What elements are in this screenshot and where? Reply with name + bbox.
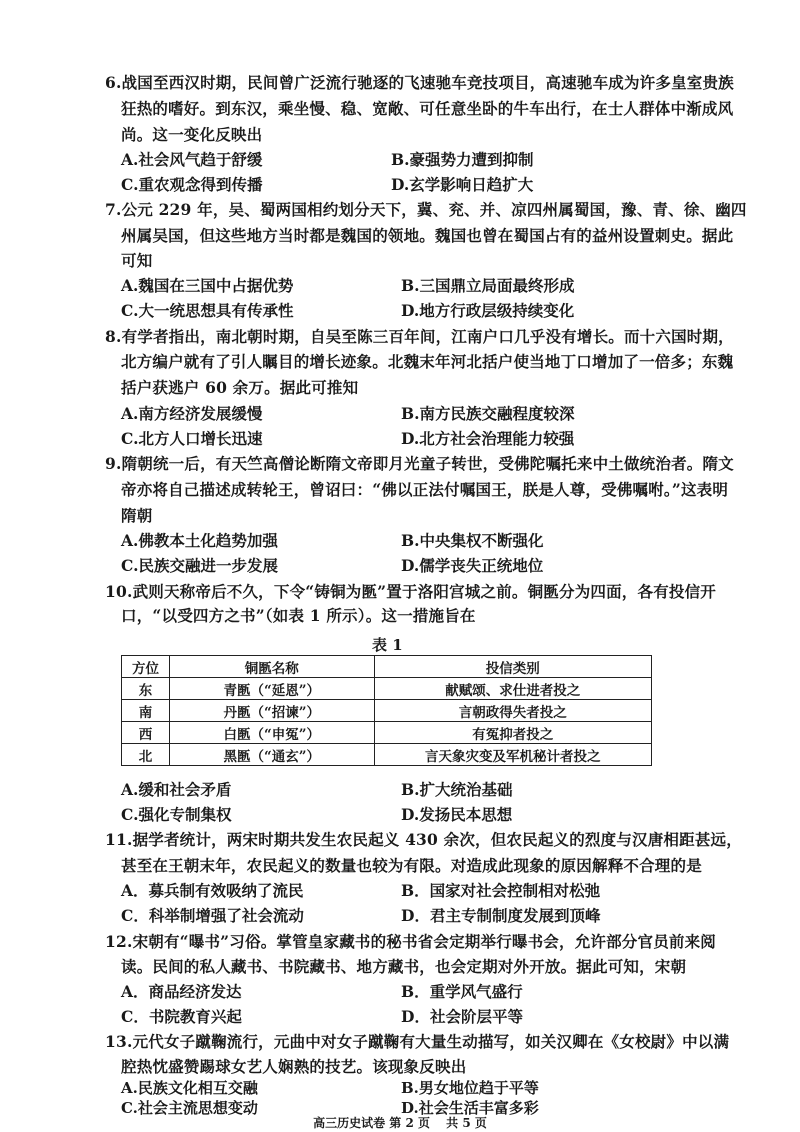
q11-line-2: 甚至在王朝末年，农民起义的数量也较为有限。对造成此现象的原因解释不合理的是 bbox=[121, 856, 702, 875]
q9-option-a[interactable]: A.佛教本土化趋势加强 bbox=[121, 531, 278, 550]
table-cell: 有冤抑者投之 bbox=[374, 722, 651, 744]
table-header: 方位 bbox=[122, 656, 170, 678]
table-header: 投信类别 bbox=[374, 656, 651, 678]
q13-option-d[interactable]: D.社会生活丰富多彩 bbox=[401, 1099, 539, 1117]
table-cell: 黑匦（“通玄”） bbox=[169, 744, 374, 766]
q11-option-a[interactable]: A．募兵制有效吸纳了流民 bbox=[121, 881, 304, 900]
q8-line-1: 8.有学者指出，南北朝时期，自吴至陈三百年间，江南户口几乎没有增长。而十六国时期， bbox=[105, 327, 734, 346]
table-row bbox=[122, 678, 652, 700]
q10-line-1: 10.武则天称帝后不久，下令“铸铜为匦”置于洛阳宫城之前。铜匦分为四面，各有投信开 bbox=[105, 582, 716, 601]
q10-table bbox=[121, 655, 652, 766]
q10-option-b[interactable]: B.扩大统治基础 bbox=[401, 780, 513, 799]
table-cell: 言朝政得失者投之 bbox=[374, 700, 651, 722]
q13-line-2: 腔热忱盛赞踢球女艺人娴熟的技艺。该现象反映出 bbox=[121, 1057, 467, 1076]
q8-option-c[interactable]: C.北方人口增长迅速 bbox=[121, 429, 263, 448]
table-header-row bbox=[122, 656, 652, 678]
q8-line-2: 北方编户就有了引人瞩目的增长迹象。北魏末年河北括户使当地丁口增加了一倍多；东魏 bbox=[121, 352, 734, 371]
q10-line-2: 口，“以受四方之书”（如表 1 所示）。这一措施旨在 bbox=[121, 606, 476, 625]
q11-option-b[interactable]: B．国家对社会控制相对松弛 bbox=[401, 881, 601, 900]
q6-line-1: 6.战国至西汉时期，民间曾广泛流行驰逐的飞速驰车竞技项目，高速驰车成为许多皇室贵族 bbox=[105, 73, 734, 92]
q9-line-3: 隋朝 bbox=[121, 506, 153, 525]
q7-line-1: 7.公元 229 年，吴、蜀两国相约划分天下，冀、兖、并、凉四州属蜀国，豫、青、徐、幽四 bbox=[105, 200, 747, 219]
q9-option-d[interactable]: D.儒学丧失正统地位 bbox=[401, 556, 544, 575]
q7-line-2: 州属吴国，但这些地方当时都是魏国的领地。魏国也曾在蜀国占有的益州设置刺史。据此 bbox=[121, 226, 734, 245]
q13-option-a[interactable]: A.民族文化相互交融 bbox=[121, 1079, 258, 1097]
table-cell: 白匦（“申冤”） bbox=[169, 722, 374, 744]
q10-option-c[interactable]: C.强化专制集权 bbox=[121, 805, 232, 824]
table-title: 表 1 bbox=[372, 636, 403, 654]
q7-option-d[interactable]: D.地方行政层级持续变化 bbox=[401, 301, 575, 320]
page-footer: 高三历史试卷 第 2 页 共 5 页 bbox=[313, 1116, 487, 1130]
table-row bbox=[122, 700, 652, 722]
q11-option-c[interactable]: C．科举制增强了社会流动 bbox=[121, 906, 304, 925]
q7-option-b[interactable]: B.三国鼎立局面最终形成 bbox=[401, 276, 575, 295]
q12-option-d[interactable]: D．社会阶层平等 bbox=[401, 1007, 523, 1026]
q8-option-d[interactable]: D.北方社会治理能力较强 bbox=[401, 429, 575, 448]
q8-option-b[interactable]: B.南方民族交融程度较深 bbox=[401, 404, 575, 423]
q12-line-1: 12.宋朝有“曝书”习俗。掌管皇家藏书的秘书省会定期举行曝书会，允许部分官员前来阅 bbox=[105, 932, 716, 951]
table-cell: 青匦（“延恩”） bbox=[169, 678, 374, 700]
table-cell: 北 bbox=[122, 744, 170, 766]
q6-option-c[interactable]: C.重农观念得到传播 bbox=[121, 175, 263, 194]
table-cell: 东 bbox=[122, 678, 170, 700]
q7-option-c[interactable]: C.大一统思想具有传承性 bbox=[121, 301, 294, 320]
q9-option-b[interactable]: B.中央集权不断强化 bbox=[401, 531, 544, 550]
q6-option-d[interactable]: D.玄学影响日趋扩大 bbox=[391, 175, 534, 194]
table-header: 铜匦名称 bbox=[169, 656, 374, 678]
table-row bbox=[122, 744, 652, 766]
q12-option-b[interactable]: B．重学风气盛行 bbox=[401, 982, 523, 1001]
q6-option-a[interactable]: A.社会风气趋于舒缓 bbox=[121, 150, 263, 169]
table-cell: 献赋颂、求仕进者投之 bbox=[374, 678, 651, 700]
q9-option-c[interactable]: C.民族交融进一步发展 bbox=[121, 556, 278, 575]
q6-option-b[interactable]: B.豪强势力遭到抑制 bbox=[391, 150, 534, 169]
q11-line-1: 11.据学者统计，两宋时期共发生农民起义 430 余次，但农民起义的烈度与汉唐相距甚远， bbox=[105, 830, 742, 849]
q12-option-a[interactable]: A．商品经济发达 bbox=[121, 982, 242, 1001]
q10-option-a[interactable]: A.缓和社会矛盾 bbox=[121, 780, 232, 799]
q9-line-1: 9.隋朝统一后，有天竺高僧论断隋文帝即月光童子转世，受佛陀嘱托来中土做统治者。隋文 bbox=[105, 454, 734, 473]
table-cell: 南 bbox=[122, 700, 170, 722]
q13-option-c[interactable]: C.社会主流思想变动 bbox=[121, 1099, 258, 1117]
table-row bbox=[122, 722, 652, 744]
q12-line-2: 读。民间的私人藏书、书院藏书、地方藏书，也会定期对外开放。据此可知，宋朝 bbox=[121, 957, 687, 976]
q13-line-1: 13.元代女子蹴鞠流行，元曲中对女子蹴鞠有大量生动描写，如关汉卿在《女校尉》中以满 bbox=[105, 1032, 730, 1051]
q7-line-3: 可知 bbox=[121, 251, 153, 270]
q6-line-2: 狂热的嗜好。到东汉，乘坐慢、稳、宽敞、可任意坐卧的牛车出行，在士人群体中渐成风 bbox=[121, 99, 734, 118]
q11-option-d[interactable]: D．君主专制制度发展到顶峰 bbox=[401, 906, 601, 925]
table-cell: 丹匦（“招谏”） bbox=[169, 700, 374, 722]
q9-line-2: 帝亦将自己描述成转轮王，曾诏曰：“佛以正法付嘱国王，朕是人尊，受佛嘱咐。”这表明 bbox=[121, 480, 729, 499]
q7-option-a[interactable]: A.魏国在三国中占据优势 bbox=[121, 276, 294, 295]
q8-line-3: 括户获逃户 60 余万。据此可推知 bbox=[121, 378, 359, 397]
q12-option-c[interactable]: C．书院教育兴起 bbox=[121, 1007, 242, 1026]
table-cell: 言天象灾变及军机秘计者投之 bbox=[374, 744, 651, 766]
q13-option-b[interactable]: B.男女地位趋于平等 bbox=[401, 1079, 539, 1097]
q8-option-a[interactable]: A.南方经济发展缓慢 bbox=[121, 404, 263, 423]
table-cell: 西 bbox=[122, 722, 170, 744]
q6-line-3: 尚。这一变化反映出 bbox=[121, 125, 263, 144]
q10-option-d[interactable]: D.发扬民本思想 bbox=[401, 805, 513, 824]
